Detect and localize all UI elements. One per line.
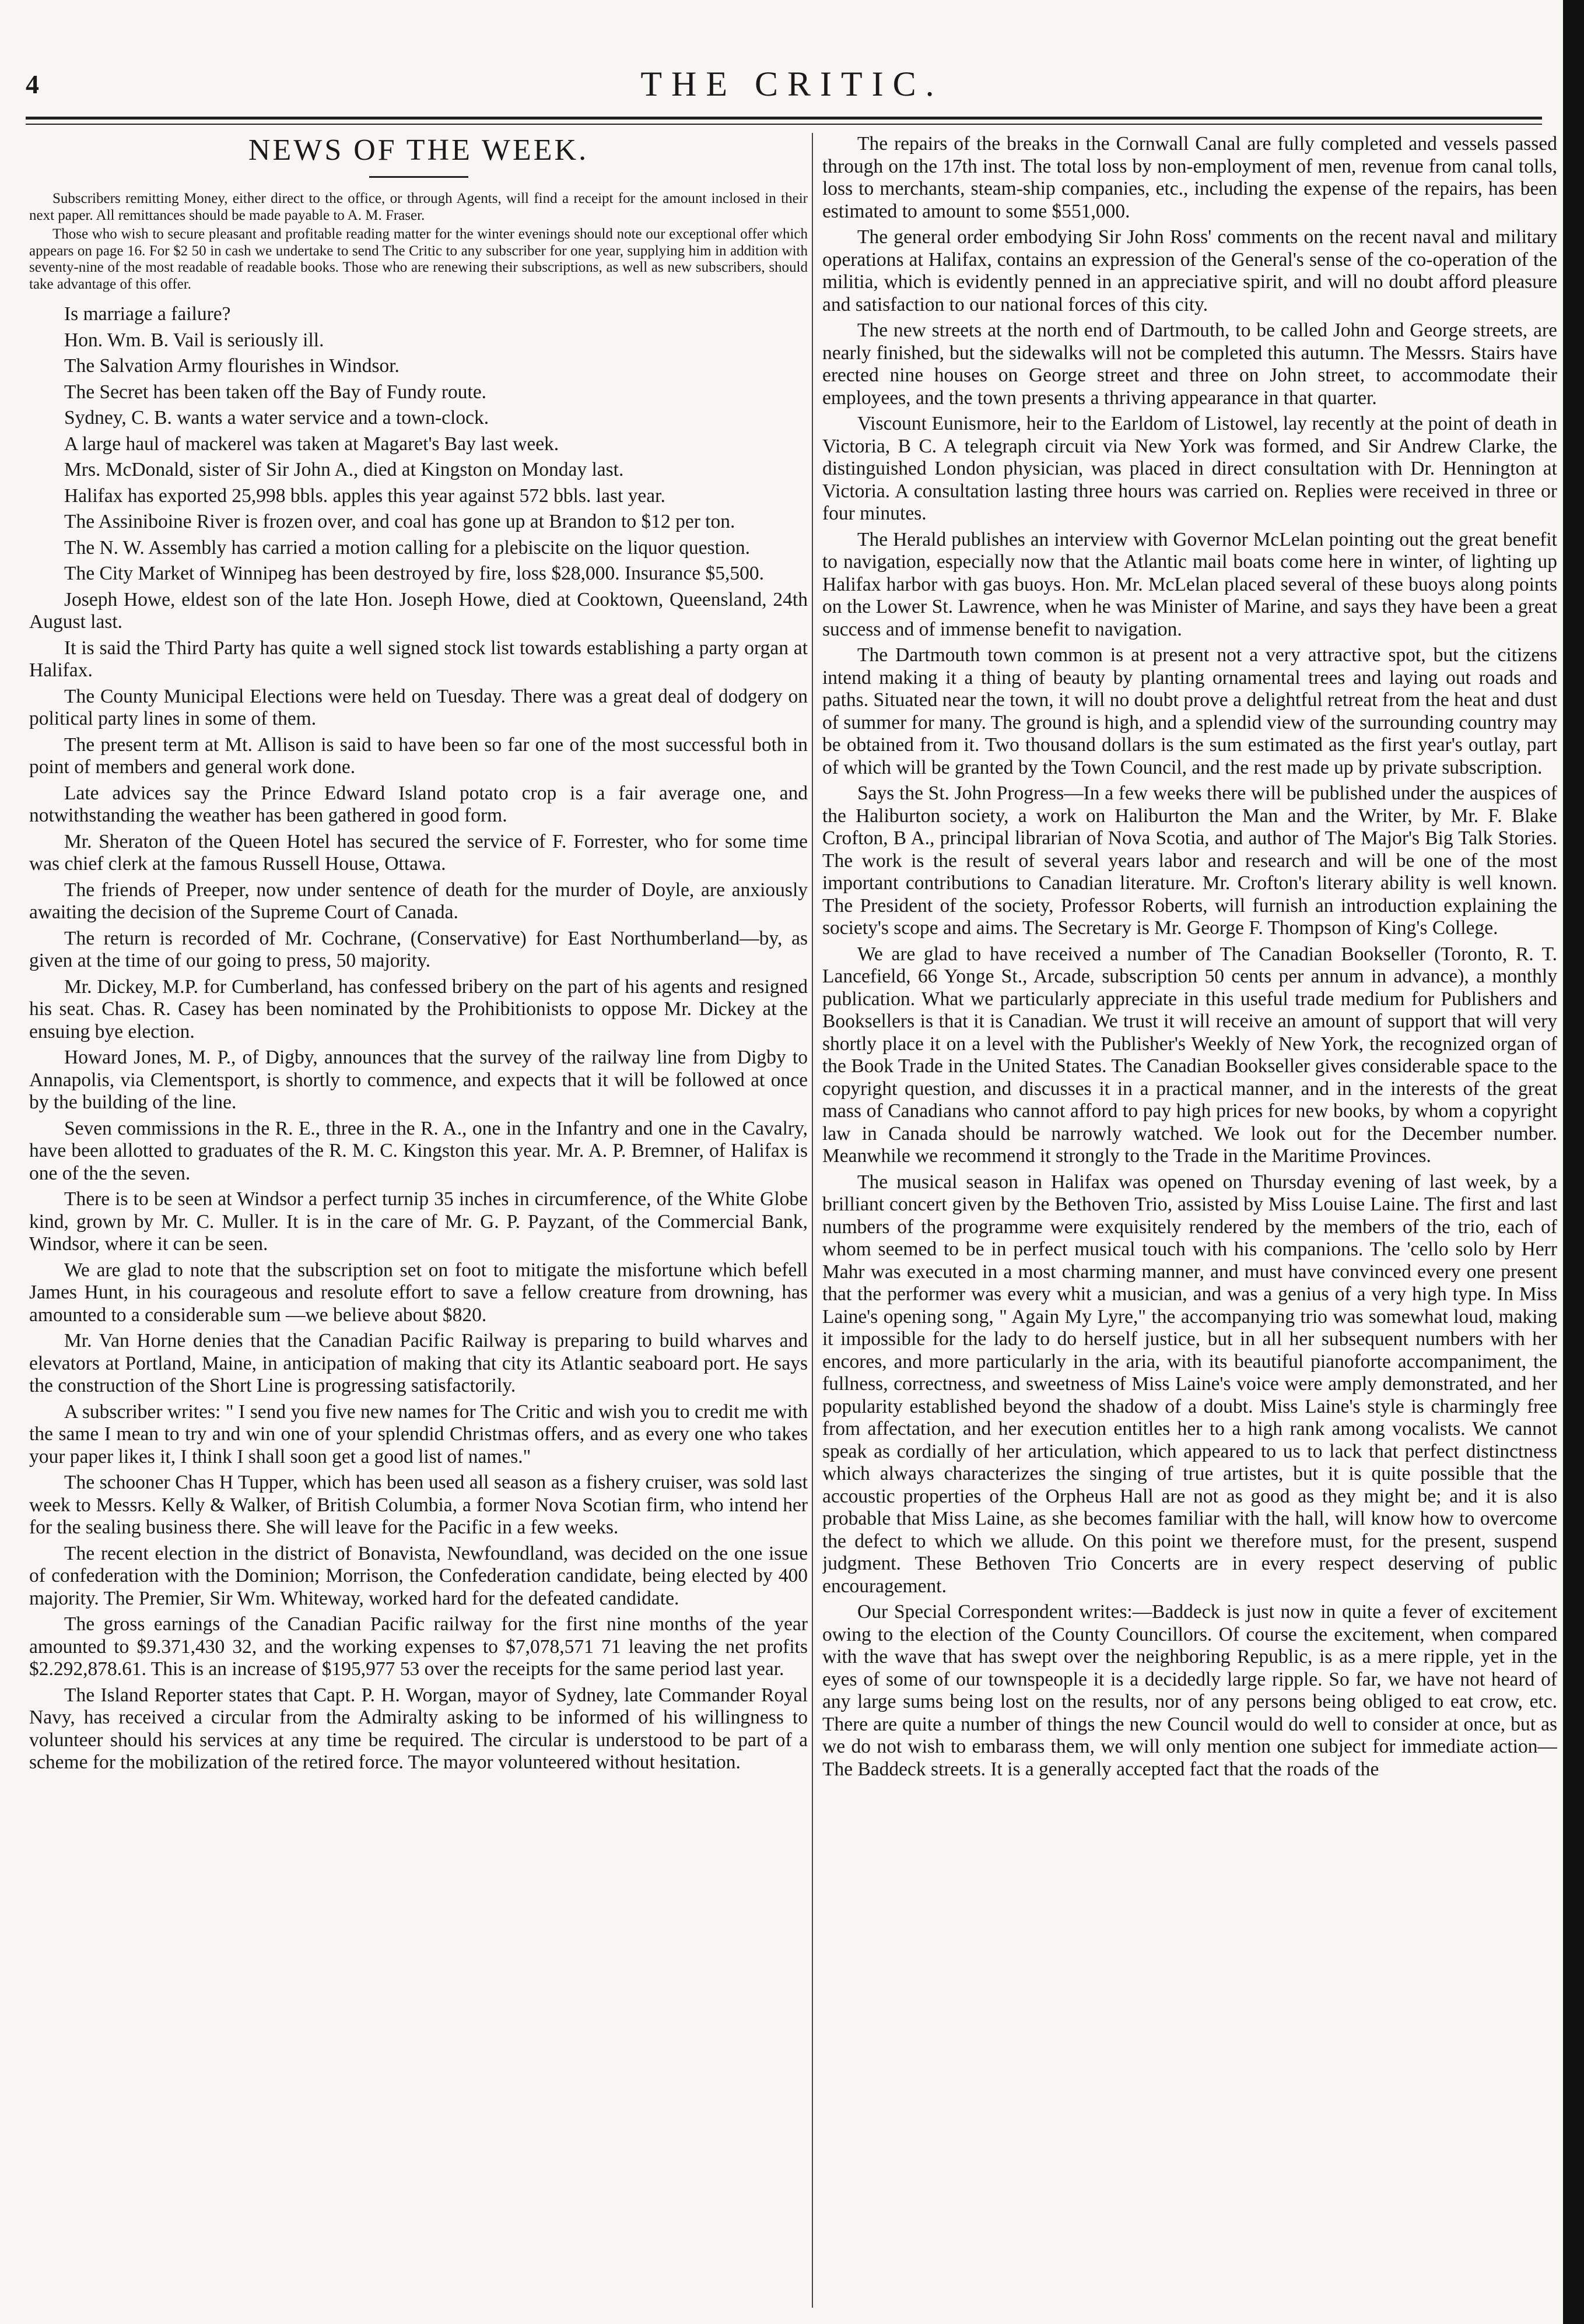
news-item: Late advices say the Prince Edward Island potato crop is a fair average one, and notwithstanding the weather has been gathered in good form. [29,782,808,826]
news-item: The Assiniboine River is frozen over, and coal has gone up at Brandon to $12 per ton. [64,511,735,532]
news-item: We are glad to note that the subscription set on foot to mitigate the misfortune which befell James Hunt, in his courageous and resolute effort to save a fellow creature from drowning, has amounted to a considerable sum —we believe about $820. [29,1259,808,1326]
news-item: Mr. Sheraton of the Queen Hotel has secured the service of F. Forrester, who for some time was chief clerk at the famous Russell House, Ottawa. [29,830,808,875]
news-item: The N. W. Assembly has carried a motion calling for a plebiscite on the liquor question. [64,536,750,559]
section-title-rule [369,176,468,178]
news-item: Mr. Dickey, M.P. for Cumberland, has confessed bribery on the part of his agents and resigned his seat. Chas. R. Casey has been nominated by the Prohibitionists to oppose Mr. Dickey at the ensuing bye election. [29,975,808,1042]
news-item: The County Municipal Elections were held on Tuesday. There was a great deal of dodgery on political party lines in some of them. [29,685,808,729]
news-item: Seven commissions in the R. E., three in the R. A., one in the Infantry and one in the Cavalry, have been allotted to graduates of the R. M. C. Kingston this year. Mr. A. P. Bremner, of Halifax is one of the the seven. [29,1117,808,1184]
news-item: The recent election in the district of Bonavista, Newfoundland, was decided on the one issue of confederation with the Dominion; Morrison, the Confederation candidate, being elected by 400 majority. The Premier, Sir Wm. Whiteway, worked hard for the defeated candidate. [29,1542,808,1609]
news-item: The musical season in Halifax was opened on Thursday evening of last week, by a brilliant concert given by the Bethoven Trio, assisted by Miss Louise Laine. The first and last numbers of the programme were exquisitely rendered by the members of the trio, each of whom seemed to be in perfect musical touch with his companions. The 'cello solo by Herr Mahr was executed in a most charming manner, and must have convinced every one present that the performer was every whit a musician, and was a genius of a very high type. In Miss Laine's opening song, " Again My Lyre," the accompanying trio was somewhat loud, making it impossible for the lady to do herself justice, but in all her subsequent numbers with her encores, and more particularly in the aria, with its beautiful pianoforte accompaniment, the fullness, correctness, and sweetness of Miss Laine's voice were amply demonstrated, and her popularity established beyond the shadow of a doubt. Miss Laine's style is charmingly free from affectation, and her execution entitles her to a high rank among vocalists. We cannot speak as cordially of her articulation, which appeared to us to lack that perfect distinctness which always characterizes the singing of true artistes, but it is quite possible that the accoustic properties of the Orpheus Hall are not as good as they might be; and it is also probable that Miss Laine, as she becomes familiar with the hall, will know how to overcome the defect to which we allude. On this point we therefore must, for the present, suspend judgment. These Bethoven Trio Concerts are in every respect deserving of public encouragement. [822,1171,1557,1597]
header-rule-thick [26,117,1542,120]
news-item: The Island Reporter states that Capt. P. H. Worgan, mayor of Sydney, late Commander Royal Navy, has received a circular from the Admiralty asking to be informed of his willingness to volunteer should his services at any time be required. The circular is understood to be part of a scheme for the mobilization of the retired force. The mayor volunteered without hesitation. [29,1684,808,1773]
news-item: The schooner Chas H Tupper, which has been used all season as a fishery cruiser, was sold last week to Messrs. Kelly & Walker, of British Columbia, a former Nova Scotian firm, who intend her for the sealing business there. She will leave for the Pacific in a few weeks. [29,1472,808,1538]
page-edge-bar [1563,0,1584,2324]
news-item: The return is recorded of Mr. Cochrane, (Conservative) for East Northumberland—by, as given at the time of our going to press, 50 majority. [29,927,808,971]
news-item: The repairs of the breaks in the Cornwall Canal are fully completed and vessels passed through on the 17th inst. The total loss by non-employment of men, revenue from canal tolls, loss to merchants, steam-ship companies, etc., including the expense of the repairs, has been estimated to amount to some $551,000. [822,133,1557,222]
page-number: 4 [26,69,39,99]
masthead: THE CRITIC. [640,65,944,103]
column-divider [812,133,813,2308]
news-item: The general order embodying Sir John Ross' comments on the recent naval and military operations at Halifax, contains an expression of the General's sense of the co-operation of the militia, which is evidently penned in an appreciative spirit, and will no doubt afford pleasure and satisfaction to our national forces of this city. [822,226,1557,315]
brief-item: A large haul of mackerel was taken at Magaret's Bay last week. [64,433,559,455]
news-item: There is to be seen at Windsor a perfect turnip 35 inches in circumference, of the White Globe kind, grown by Mr. C. Muller. It is in the care of Mr. G. P. Payzant, of the Commercial Bank, Windsor, where it can be seen. [29,1188,808,1255]
left-column [29,133,808,2314]
news-item: Joseph Howe, eldest son of the late Hon. Joseph Howe, died at Cooktown, Queensland, 24th August last. [29,588,808,633]
header-rule-thin [26,124,1542,125]
news-item: Mr. Van Horne denies that the Canadian Pacific Railway is preparing to build wharves and elevators at Portland, Maine, in anticipation of making that city its Atlantic seaboard port. He says the construction of the Short Line is progressing satisfactorily. [29,1330,808,1396]
news-item: Says the St. John Progress—In a few weeks there will be published under the auspices of the Haliburton society, a work on Haliburton the Man and the Writer, by Mr. F. Blake Crofton, B A., principal librarian of Nova Scotia, and author of The Major's Big Talk Stories. The work is the result of several years labor and research and will be one of the most important contributions to Canadian literature. Mr. Crofton's literary ability is well known. The President of the society, Professor Roberts, will furnish an introduction explaining the society's scope and aims. The Secretary is Mr. George F. Thompson of King's College. [822,782,1557,939]
winter-offer-notice: Those who wish to secure pleasant and profitable reading matter for the winter evenings should note our exceptional offer which appears on page 16. For $2 50 in cash we undertake to send The Critic to any subscriber for one year, supplying him in addition with seventy-nine of the most readable of readable books. Those who are renewing their subscriptions, as well as new subscribers, should take advantage of this offer. [29,226,808,292]
news-item: A subscriber writes: " I send you five new names for The Critic and wish you to credit me with the same I mean to try and win one of your splendid Christmas offers, and as every one who takes your paper likes it, I think I shall soon get a good list of names." [29,1400,808,1468]
news-item: The new streets at the north end of Dartmouth, to be called John and George streets, are nearly finished, but the sidewalks will not be completed this autumn. The Messrs. Stairs have erected nine houses on George street and three on John street, to accommodate their employees, and the town presents a thriving appearance in that quarter. [822,320,1557,409]
news-item: Our Special Correspondent writes:—Baddeck is just now in quite a fever of excitement owing to the election of the County Councillors. Of course the excitement, when compared with the wave that has swept over the neighboring Republic, is as a mere ripple, yet in the eyes of some of our townspeople it is a decidedly large ripple. So far, we have not heard of any large sums being lost on the results, nor of any persons being obliged to eat crow, etc. There are quite a number of things the new Council would do well to consider at once, but as we do not wish to embarass them, we will only mention one subject for immediate action—The Baddeck streets. It is a generally accepted fact that the roads of the [822,1601,1557,1780]
news-item: Halifax has exported 25,998 bbls. apples this year against 572 bbls. last year. [64,485,665,507]
news-item: The City Market of Winnipeg has been destroyed by fire, loss $28,000. Insurance $5,500. [64,563,765,584]
right-column [822,133,1557,2314]
news-item: The friends of Preeper, now under sentence of death for the murder of Doyle, are anxiously awaiting the decision of the Supreme Court of Canada. [29,879,808,923]
news-item: Viscount Eunismore, heir to the Earldom of Listowel, lay recently at the point of death in Victoria, B C. A telegraph circuit via New York was formed, and Sir Andrew Clarke, the distinguished London physician, was placed in direct consultation with Dr. Hennington at Victoria. A consultation lasting three hours was carried on. Replies were received in three or four minutes. [822,413,1557,524]
brief-item: The Secret has been taken off the Bay of Fundy route. [64,381,487,403]
news-item: The Herald publishes an interview with Governor McLelan pointing out the great benefit to navigation, especially now that the Atlantic mail boats come here in winter, of lighting up Halifax harbor with gas buoys. Hon. Mr. McLelan placed several of these buoys along points on the Lower St. Lawrence, when he was Minister of Marine, and says they have been a great success and of immense benefit to navigation. [822,528,1557,640]
news-item: The present term at Mt. Allison is said to have been so far one of the most successful both in point of members and general work done. [29,733,808,778]
news-item: The Dartmouth town common is at present not a very attractive spot, but the citizens intend making it a thing of beauty by planting ornamental trees and laying out roads and paths. Situated near the town, it will no doubt prove a delightful retreat from the heat and dust of summer for many. The ground is high, and a splendid view of the surrounding country may be obtained from it. Two thousand dollars is the sum estimated as the first year's outlay, part of which will be granted by the Town Council, and the rest made up by private subscription. [822,644,1557,778]
news-item: It is said the Third Party has quite a well signed stock list towards establishing a party organ at Halifax. [29,637,808,681]
brief-item: Sydney, C. B. wants a water service and a town-clock. [64,407,489,429]
brief-item: The Salvation Army flourishes in Windsor. [64,355,399,377]
brief-item: Hon. Wm. B. Vail is seriously ill. [64,329,324,351]
subscriber-notice: Subscribers remitting Money, either direct to the office, or through Agents, will find a receipt for the amount inclosed in their next paper. All remittances should be made payable to A. M. Fraser. [29,191,808,223]
brief-item: Mrs. McDonald, sister of Sir John A., died at Kingston on Monday last. [64,459,624,480]
section-title: NEWS OF THE WEEK. [248,134,589,167]
brief-item: Is marriage a failure? [64,303,231,325]
news-item: Howard Jones, M. P., of Digby, announces that the survey of the railway line from Digby to Annapolis, via Clementsport, is shortly to commence, and expects that it will be followed at once by the building of the line. [29,1047,808,1113]
news-item: The gross earnings of the Canadian Pacific railway for the first nine months of the year amounted to $9.371,430 32, and the working expenses to $7,078,571 71 leaving the net profits $2.292,878.61. This is an increase of $195,977 53 over the receipts for the same period last year. [29,1613,808,1680]
news-item: We are glad to have received a number of The Canadian Bookseller (Toronto, R. T. Lancefield, 66 Yonge St., Arcade, subscription 50 cents per annum in advance), a monthly publication. What we particularly appreciate in this useful trade medium for Publishers and Booksellers is that it is Canadian. We trust it will receive an amount of support that will very shortly place it on a level with the Publisher's Weekly of New York, the recognized organ of the Book Trade in the United States. The Canadian Bookseller gives considerable space to the copyright question, and discusses it in a practical manner, and in the interests of the great mass of Canadians who cannot afford to pay high prices for new books, by whom a copyright law in Canada should be narrowly watched. We look out for the December number. Meanwhile we recommend it strongly to the Trade in the Maritime Provinces. [822,943,1557,1167]
